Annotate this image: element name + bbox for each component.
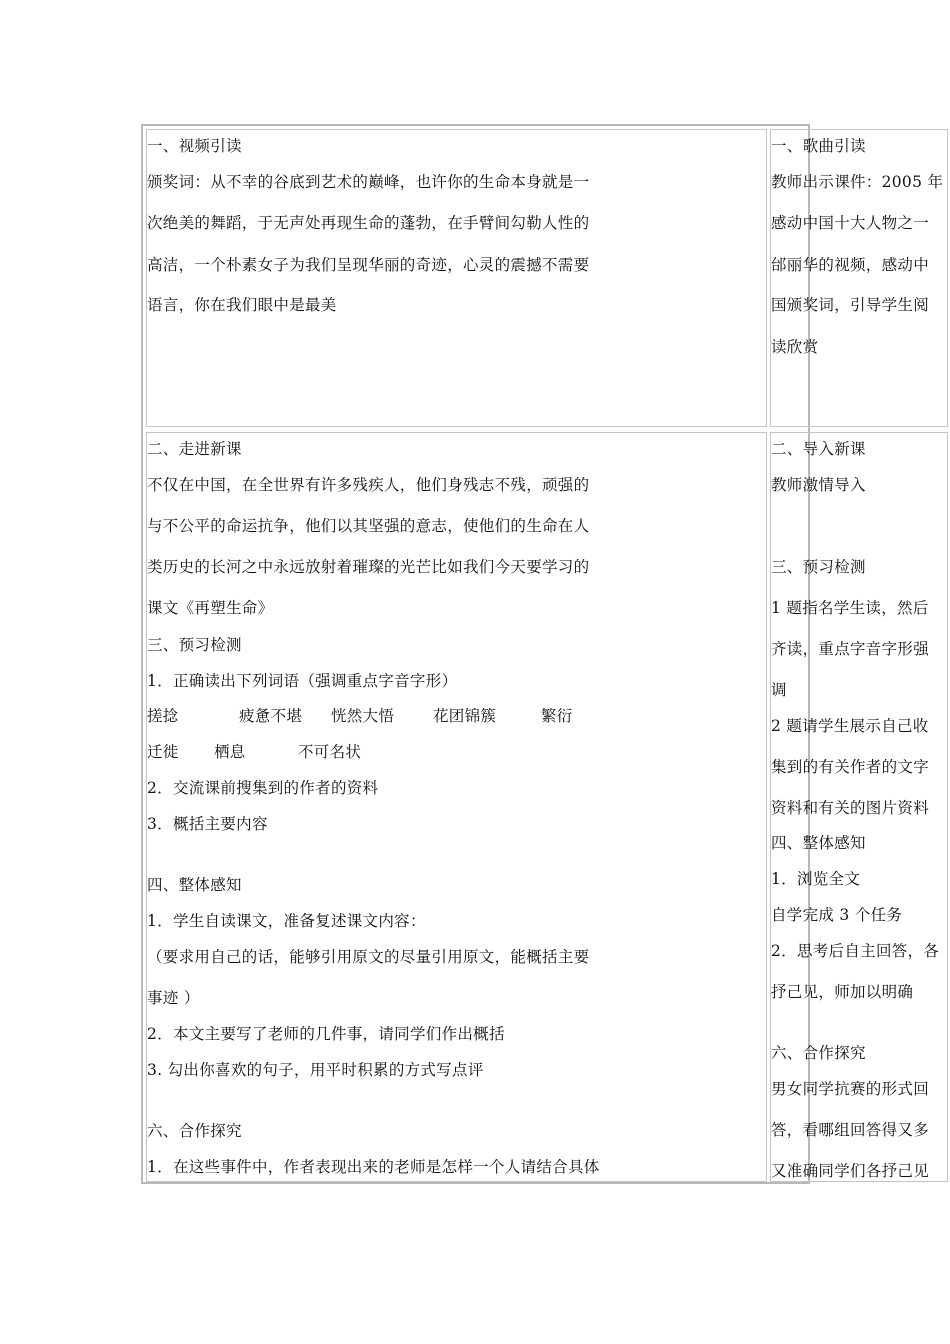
- section-heading: 六、合作探究: [771, 1044, 866, 1062]
- vocab-word: 搓捻: [147, 707, 179, 725]
- text-line: 齐读，重点字音字形强: [771, 640, 930, 658]
- text-line: 邰丽华的视频，感动中: [771, 256, 930, 274]
- text-line: 男女同学抗赛的形式回: [771, 1080, 930, 1098]
- text-line: 集到的有关作者的文字: [771, 758, 930, 776]
- text-line: 国颁奖词，引导学生阅: [771, 296, 930, 314]
- lesson-plan-table: [141, 124, 944, 1184]
- text-line: 2．思考后自主回答，各: [771, 942, 940, 960]
- vocab-word: 花团锦簇: [433, 707, 497, 725]
- text-line: 1．学生自读课文，准备复述课文内容：: [147, 912, 426, 930]
- section-heading: 四、整体感知: [771, 834, 866, 852]
- text-line: 答，看哪组回答得又多: [771, 1121, 930, 1139]
- vocab-word: 繁衍: [541, 707, 573, 725]
- section-heading: 三、预习检测: [147, 636, 242, 654]
- vocab-word: 迁徙: [147, 743, 179, 761]
- text-line: （要求用自己的话，能够引用原文的尽量引用原文，能概括主要: [147, 948, 590, 966]
- vocab-word: 疲惫不堪: [239, 707, 303, 725]
- student-activity-cell-2: [146, 432, 767, 1182]
- text-line: 2．本文主要写了老师的几件事，请同学们作出概括: [147, 1025, 505, 1043]
- vocab-word: 栖息: [214, 743, 246, 761]
- section-heading: 一、歌曲引读: [771, 137, 866, 155]
- vocab-word: 恍然大悟: [331, 707, 395, 725]
- text-line: 3. 勾出你喜欢的句子，用平时积累的方式写点评: [147, 1061, 484, 1079]
- vocab-row: [147, 742, 361, 762]
- text-line: 不仅在中国，在全世界有许多残疾人，他们身残志不残，顽强的: [147, 476, 590, 494]
- section-heading: 二、导入新课: [771, 440, 866, 458]
- text-line: 高洁，一个朴素女子为我们呈现华丽的奇迹，心灵的震撼不需要: [147, 256, 590, 274]
- text-line: 类历史的长河之中永远放射着璀璨的光芒比如我们今天要学习的: [147, 558, 590, 576]
- vocab-row: [147, 706, 573, 726]
- text-line: 教师出示课件：2005 年: [771, 173, 944, 191]
- text-line: 资料和有关的图片资料: [771, 799, 930, 817]
- text-line: 读欣赏: [771, 338, 819, 356]
- text-line: 与不公平的命运抗争，他们以其坚强的意志，使他们的生命在人: [147, 517, 590, 535]
- text-line: 感动中国十大人物之一: [771, 214, 930, 232]
- student-activity-cell-1: [146, 129, 767, 427]
- section-heading: 一、视频引读: [147, 137, 242, 155]
- text-line: 2．交流课前搜集到的作者的资料: [147, 779, 379, 797]
- text-line: 课文《再塑生命》: [147, 599, 274, 617]
- text-line: 1 题指名学生读，然后: [771, 599, 929, 617]
- section-heading: 三、预习检测: [771, 558, 866, 576]
- text-line: 1．正确读出下列词语（强调重点字音字形）: [147, 672, 458, 690]
- text-line: 语言，你在我们眼中是最美: [147, 296, 337, 314]
- vocab-word: 不可名状: [298, 743, 362, 761]
- teacher-activity-cell-2: [770, 432, 948, 1182]
- text-line: 调: [771, 681, 787, 699]
- text-line: 次绝美的舞蹈，于无声处再现生命的蓬勃，在手臂间勾勒人性的: [147, 214, 590, 232]
- section-heading: 四、整体感知: [147, 876, 242, 894]
- text-line: 1．浏览全文: [771, 870, 861, 888]
- text-line: 3．概括主要内容: [147, 815, 268, 833]
- text-line: 又准确同学们各抒己见: [771, 1162, 930, 1180]
- teacher-activity-cell-1: [770, 129, 948, 427]
- text-line: 事迹 ）: [147, 989, 200, 1007]
- text-line: 自学完成 3 个任务: [771, 906, 903, 924]
- text-line: 教师激情导入: [771, 476, 866, 494]
- text-line: 颁奖词：从不幸的谷底到艺术的巅峰，也许你的生命本身就是一: [147, 173, 590, 191]
- text-line: 1．在这些事件中，作者表现出来的老师是怎样一个人请结合具体: [147, 1158, 600, 1176]
- section-heading: 二、走进新课: [147, 440, 242, 458]
- text-line: 抒己见，师加以明确: [771, 983, 914, 1001]
- text-line: 2 题请学生展示自己收: [771, 717, 929, 735]
- section-heading: 六、合作探究: [147, 1122, 242, 1140]
